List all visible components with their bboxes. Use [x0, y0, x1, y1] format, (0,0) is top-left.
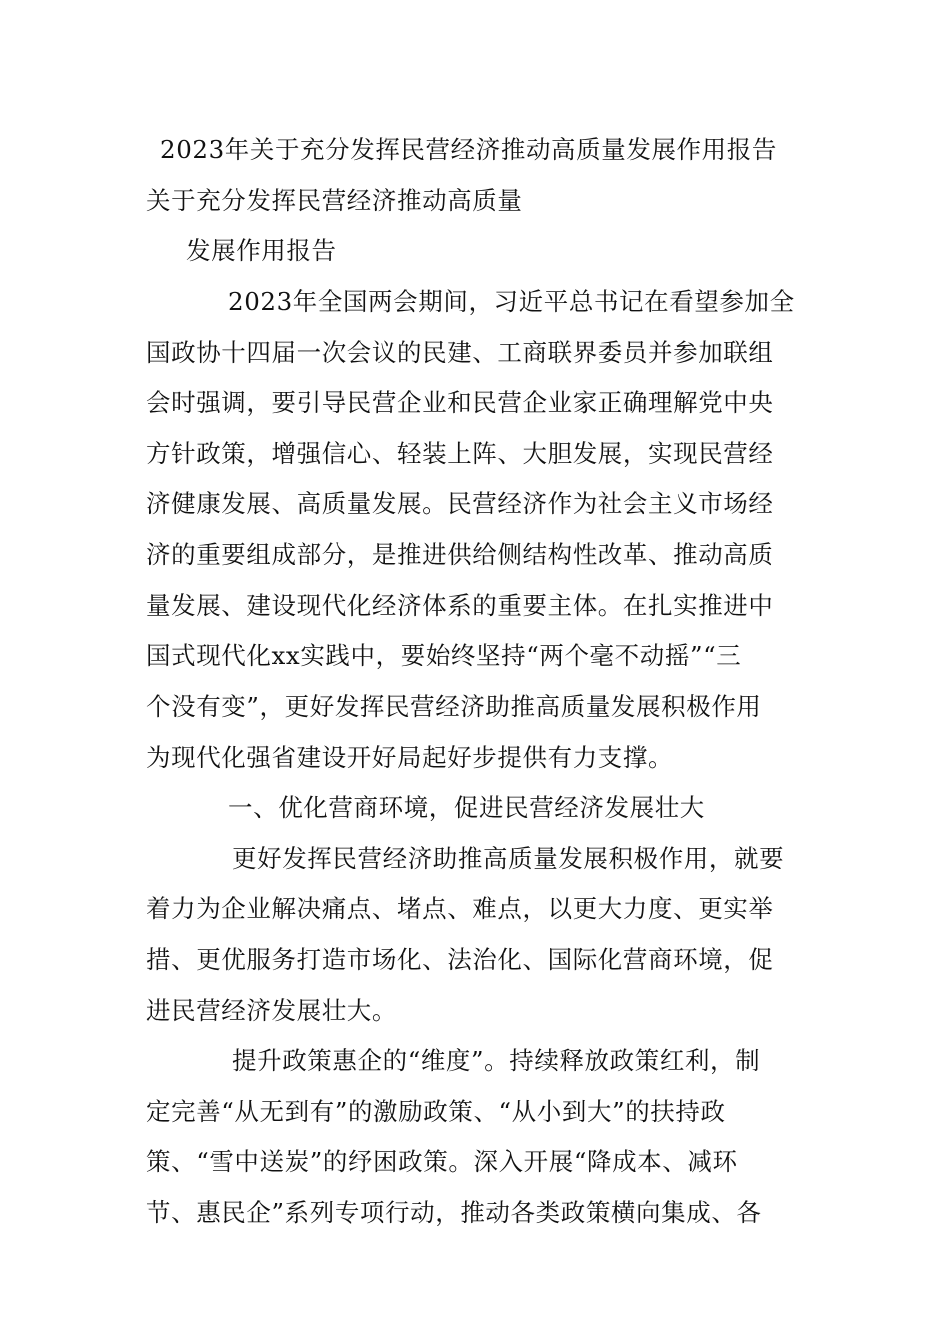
paragraph-1-line: 为现代化强省建设开好局起好步提供有力支撑。: [146, 743, 674, 772]
paragraph-1-line: 量发展、建设现代化经济体系的重要主体。在扎实推进中: [146, 591, 774, 620]
paragraph-1-line: 2023年全国两会期间，习近平总书记在看望参加全: [228, 287, 795, 316]
paragraph-3-line: 提升政策惠企的“维度”。持续释放政策红利，制: [232, 1046, 761, 1075]
document-title: 2023年关于充分发挥民营经济推动高质量发展作用报告: [160, 135, 777, 164]
paragraph-1-line: 方针政策，增强信心、轻装上阵、大胆发展，实现民营经: [146, 439, 774, 468]
paragraph-3-line: 策、“雪中送炭”的纾困政策。深入开展“降成本、减环: [146, 1147, 738, 1176]
paragraph-2-line: 措、更优服务打造市场化、法治化、国际化营商环境，促: [146, 945, 774, 974]
paragraph-3-line: 节、惠民企”系列专项行动，推动各类政策横向集成、各: [146, 1198, 762, 1227]
paragraph-2-line: 更好发挥民营经济助推高质量发展积极作用，就要: [232, 844, 785, 873]
paragraph-3-line: 定完善“从无到有”的激励政策、“从小到大”的扶持政: [146, 1097, 726, 1126]
paragraph-1-line: 国政协十四届一次会议的民建、工商联界委员并参加联组: [146, 338, 774, 367]
document-subtitle-line-1: 关于充分发挥民营经济推动高质量: [146, 186, 523, 215]
paragraph-2-line: 着力为企业解决痛点、堵点、难点，以更大力度、更实举: [146, 894, 774, 923]
paragraph-1-line: 个没有变”，更好发挥民营经济助推高质量发展积极作用: [146, 692, 762, 721]
paragraph-1-line: 国式现代化xx实践中，要始终坚持“两个毫不动摇”“三: [146, 641, 742, 670]
document-subtitle-line-2: 发展作用报告: [186, 236, 337, 265]
paragraph-2-line: 进民营经济发展壮大。: [146, 996, 397, 1025]
paragraph-1-line: 济的重要组成部分，是推进供给侧结构性改革、推动高质: [146, 540, 774, 569]
section-heading-1: 一、优化营商环境，促进民营经济发展壮大: [228, 793, 705, 822]
paragraph-1-line: 会时强调，要引导民营企业和民营企业家正确理解党中央: [146, 388, 774, 417]
paragraph-1-line: 济健康发展、高质量发展。民营经济作为社会主义市场经: [146, 489, 774, 518]
